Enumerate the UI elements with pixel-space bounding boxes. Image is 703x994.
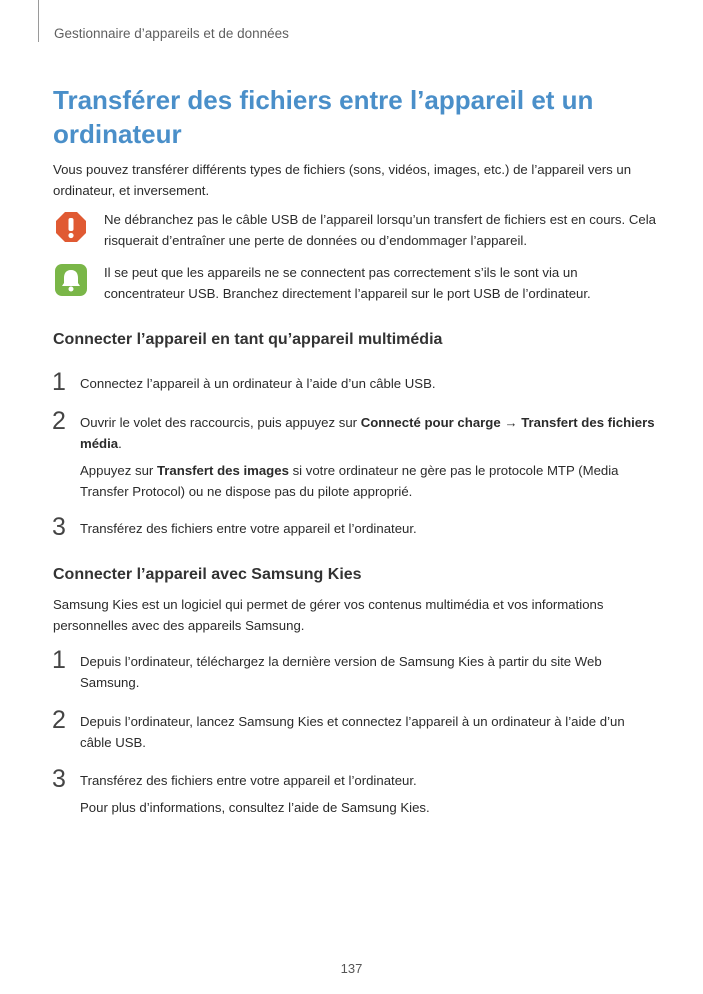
section-title-multimedia: Connecter l’appareil en tant qu’appareil multimédia <box>53 331 443 348</box>
step-number: 2 <box>52 407 66 435</box>
page-number: 137 <box>340 961 363 976</box>
step-text: Ouvrir le volet des raccourcis, puis appuyez sur Connecté pour charge → Transfert des fichiers média. <box>80 415 655 451</box>
step-text: Depuis l’ordinateur, téléchargez la dernière version de Samsung Kies à partir du site Web Samsung. <box>80 654 602 690</box>
step-text: Transférez des fichiers entre votre appareil et l’ordinateur. <box>80 521 417 536</box>
step-text: Transférez des fichiers entre votre appareil et l’ordinateur. <box>80 773 417 788</box>
menu-option-image-transfer: Transfert des images <box>156 463 289 478</box>
page-title: Transférer des fichiers entre l’appareil et un ordinateur <box>53 85 594 149</box>
warning-note-text: Ne débranchez pas le câble USB de l’appareil lorsqu’un transfert de fichiers est en cours. Cela risquerait d’entraîner une perte de données ou d’endommager l’appareil. <box>104 212 656 248</box>
step-subtext: Pour plus d’informations, consultez l’aide de Samsung Kies. <box>80 800 430 815</box>
step-text: Connectez l’appareil à un ordinateur à l’aide d’un câble USB. <box>80 376 436 391</box>
menu-option-connected-for-charging: Connecté pour charge <box>360 415 501 430</box>
step-number: 3 <box>52 513 66 541</box>
running-header: Gestionnaire d’appareils et de données <box>54 26 289 41</box>
step-number: 2 <box>52 706 66 734</box>
step-subtext: Appuyez sur Transfert des images si votre ordinateur ne gère pas le protocole MTP (Media Transfer Protocol) ou ne dispose pas du pilote approprié. <box>80 463 619 499</box>
section-title-samsung-kies: Connecter l’appareil avec Samsung Kies <box>53 566 362 583</box>
menu-option-media-file-transfer: Transfert des fichiers média <box>80 415 655 451</box>
step-number: 3 <box>52 765 66 793</box>
step-number: 1 <box>52 646 66 674</box>
step-text: Depuis l’ordinateur, lancez Samsung Kies et connectez l’appareil à un ordinateur à l’aide d’un câble USB. <box>80 714 625 750</box>
notice-bell-icon <box>54 263 88 297</box>
intro-paragraph: Vous pouvez transférer différents types de fichiers (sons, vidéos, images, etc.) de l’appareil vers un ordinateur, et inversement. <box>53 162 632 198</box>
notice-note-text: Il se peut que les appareils ne se connectent pas correctement s’ils le sont via un concentrateur USB. Branchez directement l’appareil sur le port USB de l’ordinateur. <box>104 265 591 301</box>
kies-intro-paragraph: Samsung Kies est un logiciel qui permet de gérer vos contenus multimédia et vos informations personnelles avec des appareils Samsung. <box>53 597 604 633</box>
warning-icon <box>54 210 88 244</box>
header-rule <box>38 0 39 42</box>
step-number: 1 <box>52 368 66 396</box>
